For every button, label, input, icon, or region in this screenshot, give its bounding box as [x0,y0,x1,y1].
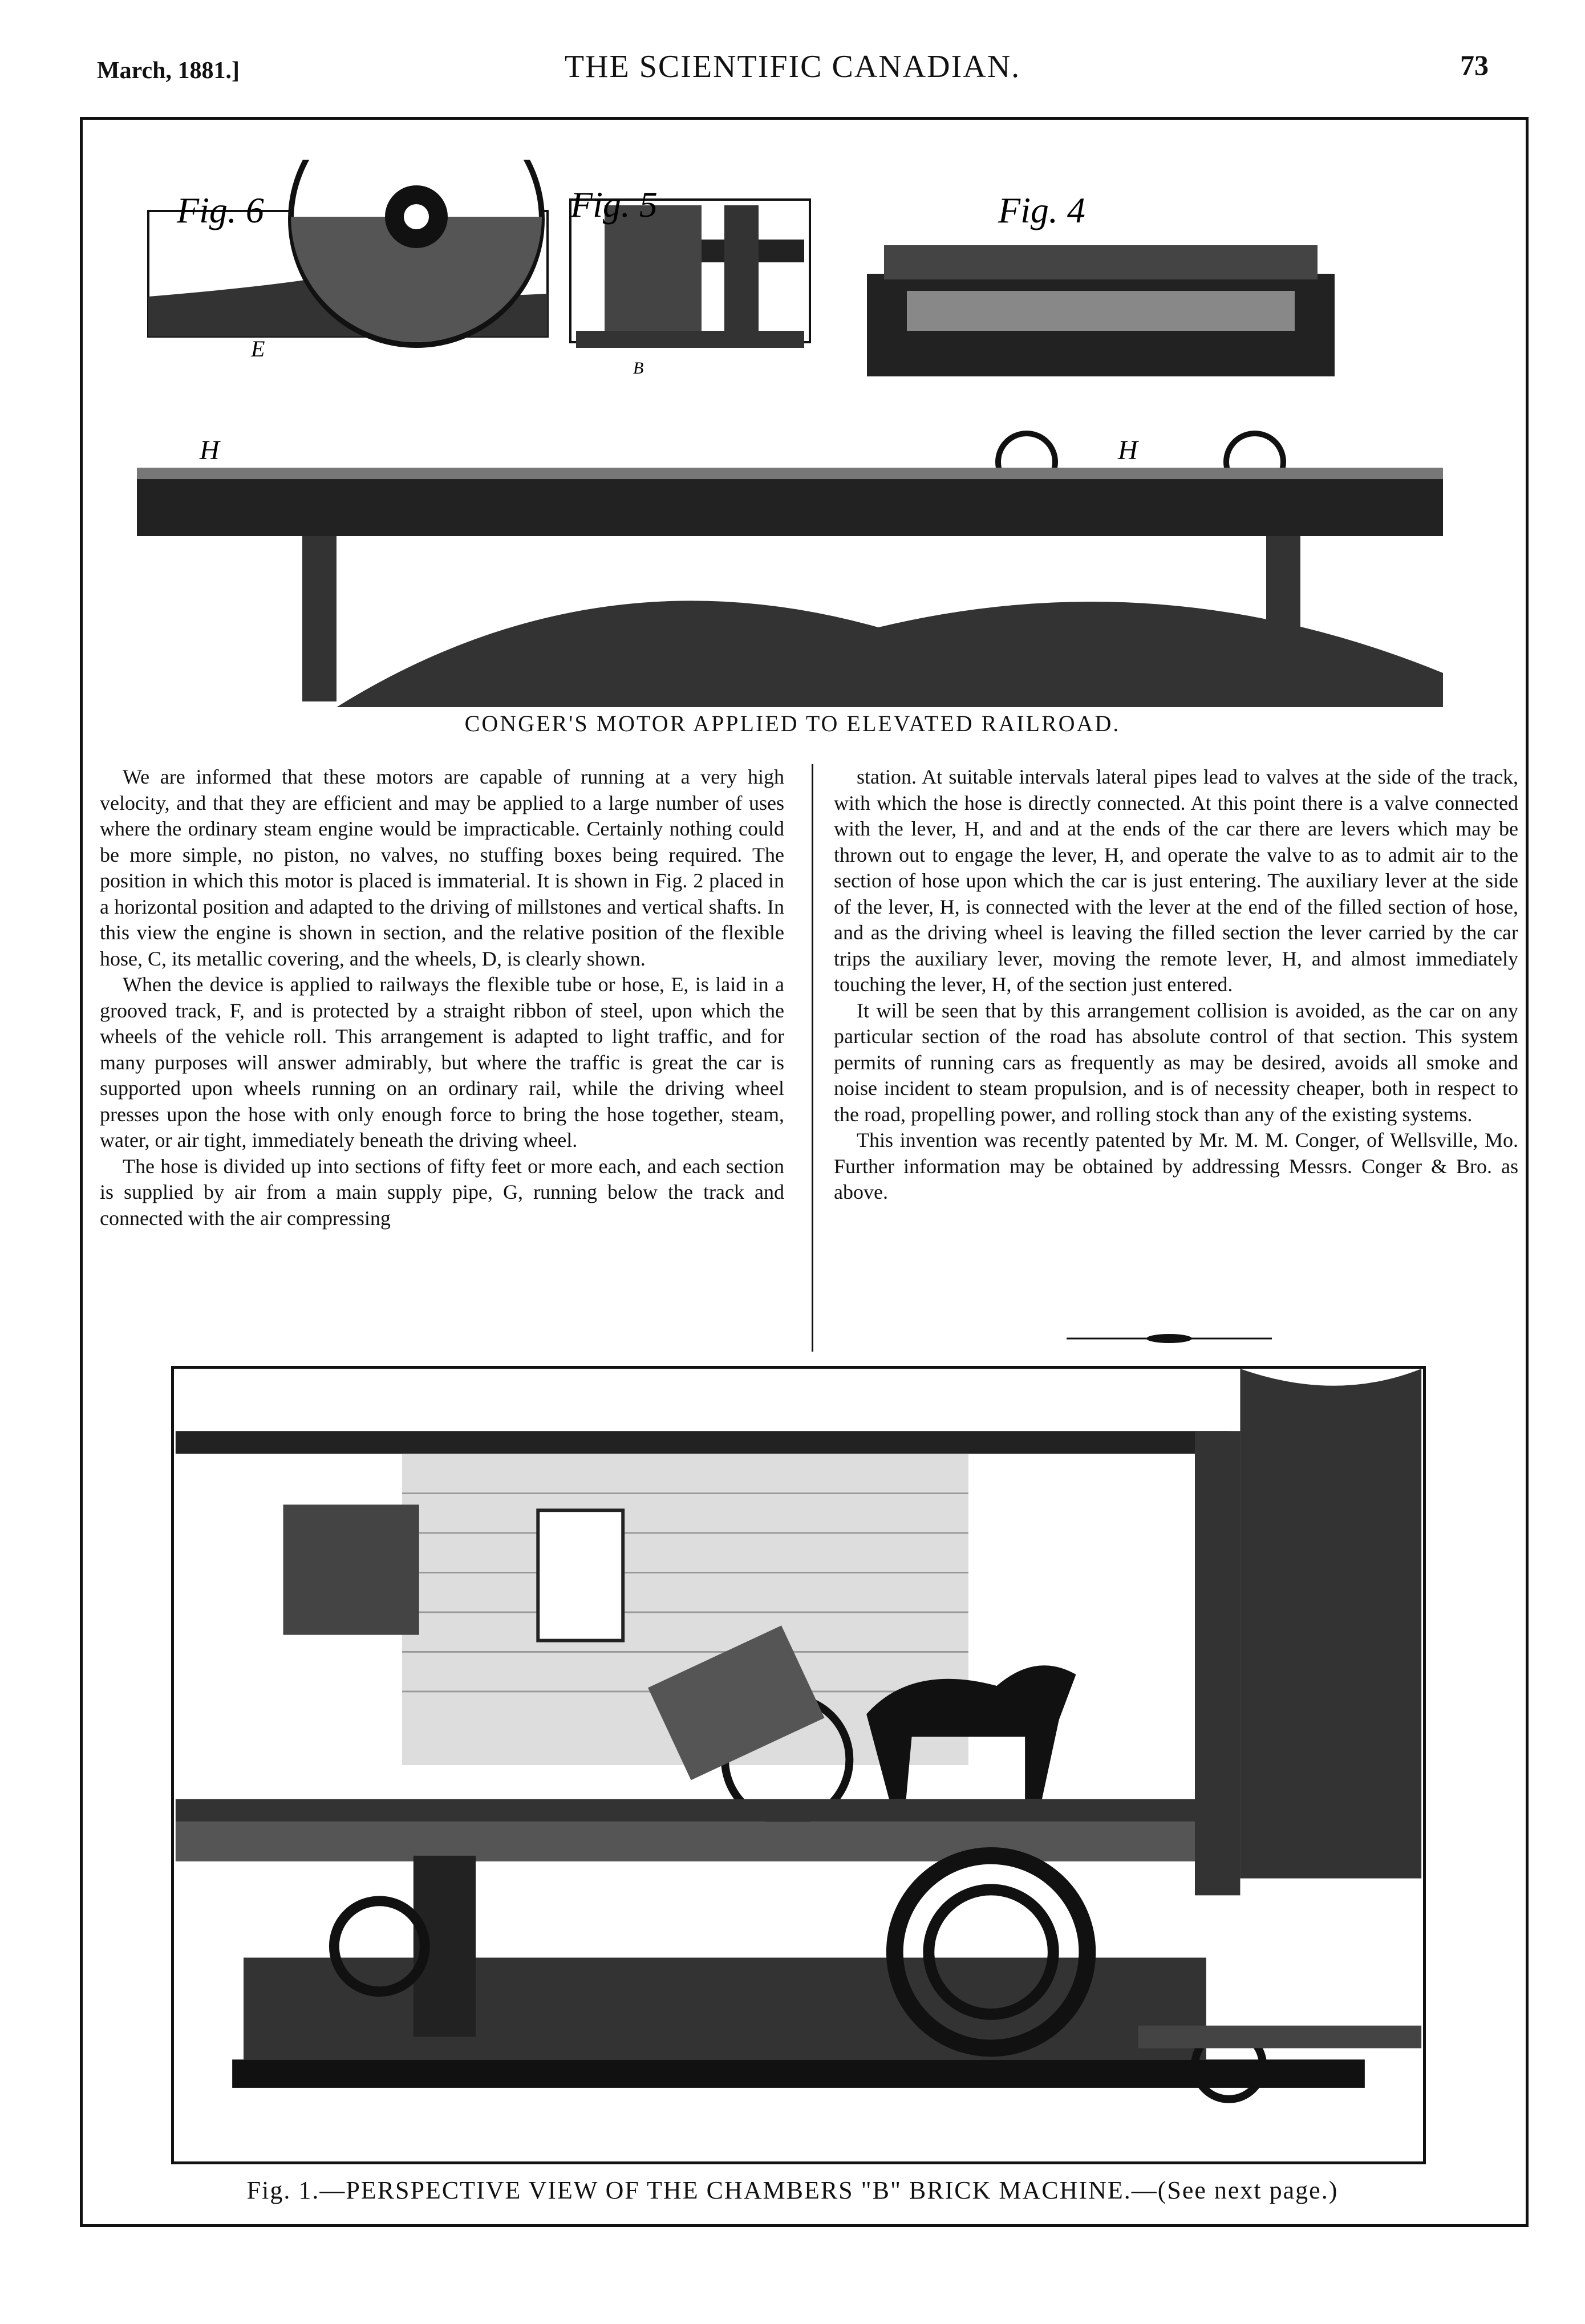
ornamental-rule [1067,1330,1272,1347]
page-number: 73 [1460,49,1489,81]
article-left-column [100,764,784,1231]
publication-title: THE SCIENTIFIC CANADIAN. [564,49,1021,84]
paragraph: station. At suitable intervals lateral pipes lead to valves at the side of the track, with which the hose is directly connected. At this point there is a valve connected with the lever, H, and and at the ends of the car there are levers which may be thrown out to engage the lever, H, and operate the valve to as to admit air to the section of hose upon which the car is just entering. The auxiliary lever at the side of the lever, H, is connected with the lever at the end of the filled section of hose, and as the driving wheel is leaving the filled section the lever carried by the car trips the auxiliary lever, moving the remote lever, H, and almost immediately touching the lever, H, of the section just entered. [834,765,1518,996]
elevated-track [137,468,1443,707]
paragraph: We are informed that these motors are capable of running at a very high velocity, and that they are efficient and may be applied to a large number of uses where the ordinary steam engine would be impracticable. Certainly nothing could be more simple, no piston, no valves, no stuffing boxes being required. The position in which this motor is placed is immaterial. It is shown in Fig. 2 placed in a horizontal position and adapted to the driving of millstones and vertical shafts. In this view the engine is shown in section, and the relative position of the flexible hose, C, its metallic covering, and the wheels, D, is clearly shown. [100,765,784,970]
paragraph: The hose is divided up into sections of fifty feet or more each, and each section is supplied by air from a main supply pipe, G, running below the track and connected with the air compressing [100,1154,784,1230]
lever-h-left-label: H [200,435,220,465]
paragraph: It will be seen that by this arrangement collision is avoided, as the car on any particular section of the road has absolute control of that section. This system permits of running cars as frequently as may be desired, avoids all smoke and noise incident to steam propulsion, and is of necessity cheaper, both in respect to the road, propelling power, and rolling stock than any of the existing systems. [834,999,1518,1126]
fig4-railcar [867,245,1335,490]
article-right-column [834,764,1518,1206]
fig6-label: Fig. 6 [177,190,264,230]
svg-text:E: E [251,336,265,362]
fig6-drawing [148,160,548,345]
fig4-label: Fig. 4 [998,190,1085,230]
column-divider [812,764,813,1352]
conger-motor-illustration [137,160,1443,707]
bottom-figure-caption: Fig. 1.—PERSPECTIVE VIEW OF THE CHAMBERS "B" BRICK MACHINE.—(See next page.) [246,2176,1339,2204]
top-figure-caption: CONGER'S MOTOR APPLIED TO ELEVATED RAILROAD. [464,711,1121,736]
lever-h-right-label: H [1118,435,1138,465]
paragraph: This invention was recently patented by Mr. M. M. Conger, of Wellsville, Mo. Further information may be obtained by addressing Messrs. Conger & Bro. as above. [834,1129,1518,1203]
issue-date: March, 1881.] [97,58,240,84]
svg-text:B: B [633,359,644,378]
fig5-label: Fig. 5 [570,184,658,225]
paragraph: When the device is applied to railways the flexible tube or hose, E, is laid in a grooved track, F, and is protected by a straight ribbon of steel, upon which the wheels of the vehicle roll. This arrangement is adapted to light traffic, and for many purposes will answer admirably, but where the traffic is great the car is supported upon wheels running on an ordinary rail, while the driving wheel presses upon the hose with only enough force to bring the hose together, steam, water, or air tight, immediately beneath the driving wheel. [100,973,784,1151]
brick-machine-illustration [171,1366,1426,2164]
